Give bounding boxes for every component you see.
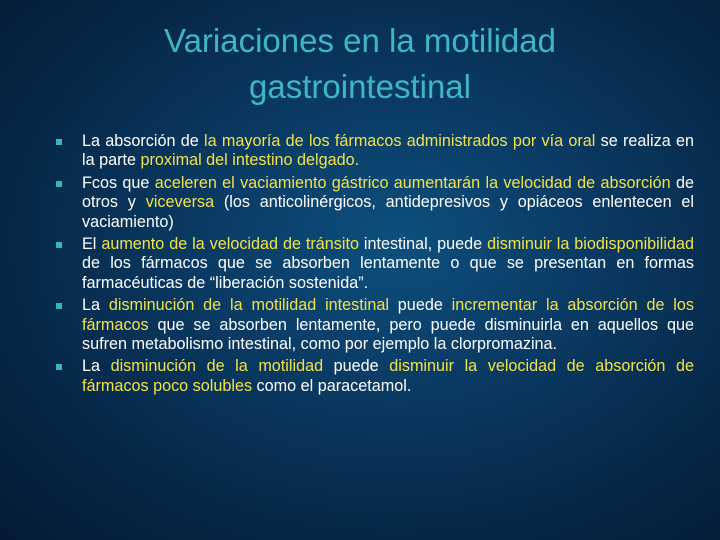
- slide-title-line-2: gastrointestinal: [249, 68, 471, 105]
- body-text: puede: [323, 357, 390, 376]
- highlighted-text: la mayoría de los fármacos administrados por vía oral: [204, 132, 596, 150]
- body-text: El: [82, 235, 102, 254]
- bullet-item: [54, 132, 694, 171]
- square-bullet-icon: [56, 242, 62, 248]
- highlighted-text: proximal del intestino delgado.: [140, 151, 360, 170]
- highlighted-text: disminuir la velocidad de absorción de fármacos poco solubles: [82, 357, 694, 395]
- highlighted-text: aumento de la velocidad de tránsito: [101, 235, 359, 254]
- bullet-list: [54, 132, 694, 399]
- slide-title-line-1: Variaciones en la motilidad: [164, 22, 556, 59]
- square-bullet-icon: [56, 364, 62, 370]
- bullet-item: [54, 357, 694, 396]
- body-text: La: [82, 357, 111, 376]
- body-text: La: [82, 296, 109, 315]
- bullet-item: [54, 296, 694, 354]
- body-text: de otros y: [82, 173, 694, 212]
- square-bullet-icon: [56, 139, 62, 145]
- body-text: de los fármacos que se absorben lentamente o que se presentan en formas farmacéuticas de “liberación sostenida”.: [82, 254, 694, 292]
- slide-title: [90, 18, 630, 110]
- body-text: intestinal, puede: [358, 235, 488, 254]
- highlighted-text: disminución de la motilidad: [110, 357, 324, 376]
- body-text: puede: [388, 296, 452, 315]
- body-text: que se absorben lentamente, pero puede disminuirla en aquellos que sufren metabolismo intestinal, como por ejemplo la clorpromazina.: [82, 315, 694, 354]
- square-bullet-icon: [56, 303, 62, 309]
- bullet-item: [54, 235, 694, 293]
- highlighted-text: aceleren el vaciamiento gástrico aumentarán la velocidad de absorción: [154, 173, 671, 192]
- highlighted-text: viceversa: [145, 193, 215, 212]
- bullet-item: [54, 174, 694, 232]
- square-bullet-icon: [56, 181, 62, 187]
- highlighted-text: incrementar la absorción de los fármacos: [82, 296, 694, 334]
- body-text: La absorción de: [82, 132, 205, 150]
- highlighted-text: disminución de la motilidad intestinal: [108, 296, 389, 315]
- body-text: (los anticolinérgicos, antidepresivos y opiáceos enlentecen el vaciamiento): [82, 193, 695, 231]
- body-text: como el paracetamol.: [252, 376, 412, 395]
- body-text: Fcos que: [82, 173, 155, 192]
- body-text: se realiza en la parte: [82, 132, 694, 170]
- highlighted-text: disminuir la biodisponibilidad: [487, 235, 694, 254]
